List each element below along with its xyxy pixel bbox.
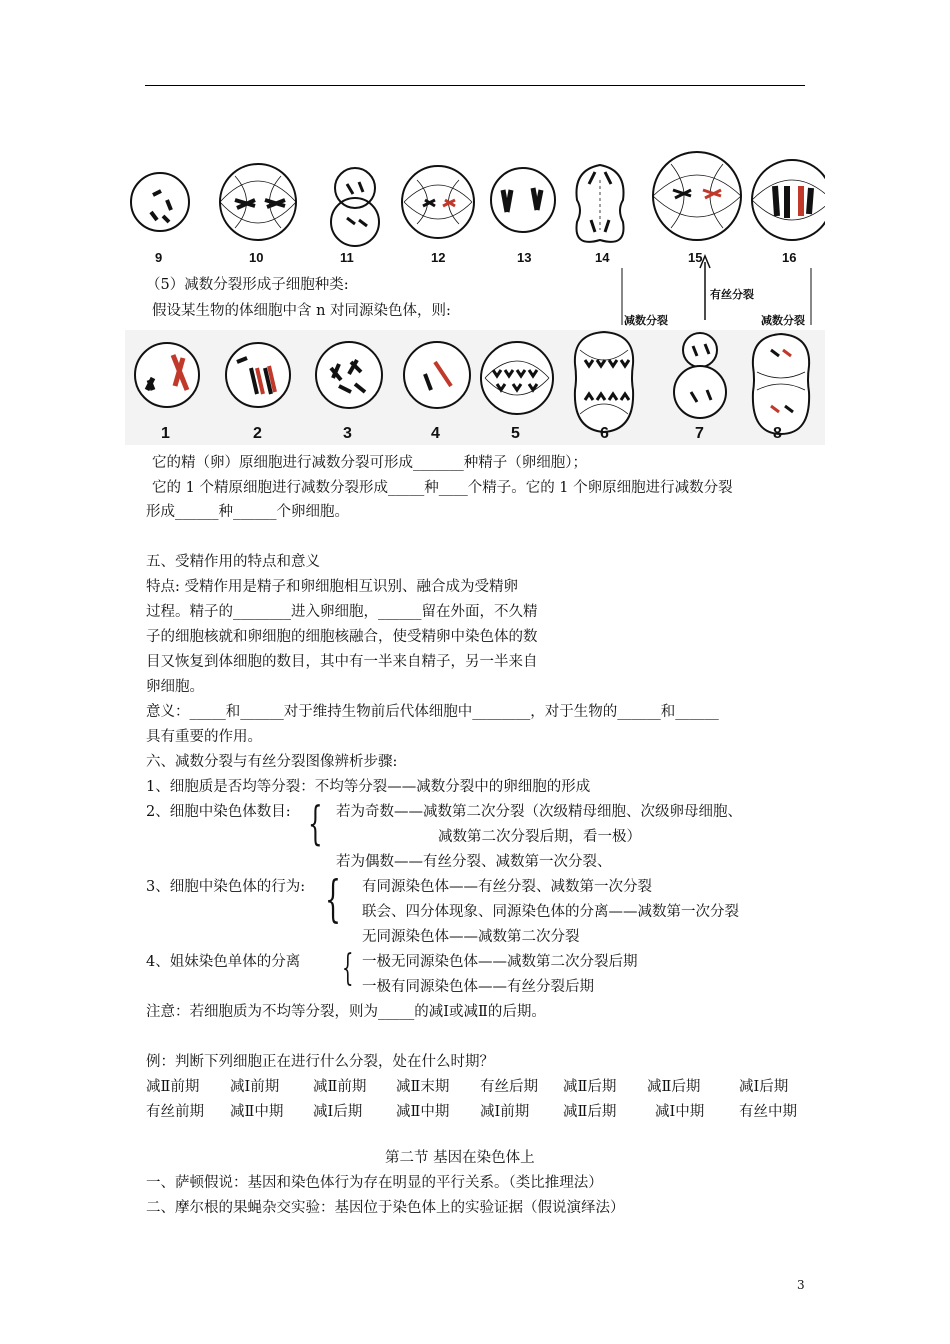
s6-step-3: 3、细胞中染色体的行为:	[146, 879, 306, 895]
cell-4	[404, 342, 470, 408]
l5-assume: 假设某生物的体细胞中含 n 对同源染色体，则:	[152, 303, 451, 319]
cell-label-4: 4	[431, 425, 440, 442]
cell-6	[575, 332, 633, 432]
section-6-title: 六、减数分裂与有丝分裂图像辨析步骤:	[146, 754, 398, 770]
s6-step-4: 4、姐妹染色单体的分离	[146, 954, 301, 970]
cell-label-3: 3	[343, 425, 352, 442]
answer-cell: 减Ⅱ中期	[396, 1104, 450, 1120]
answer-cell: 减Ⅰ后期	[313, 1104, 363, 1120]
section-5-title: 五、受精作用的特点和意义	[146, 554, 320, 570]
s6-step-2c: 若为偶数——有丝分裂、减数第一次分裂、	[336, 854, 612, 870]
cell-label-11: 11	[340, 250, 354, 265]
answer-cell: 减Ⅱ后期	[647, 1079, 701, 1095]
answer-cell: 减Ⅱ前期	[146, 1079, 200, 1095]
arrow-label-meiosis-left: 减数分裂	[624, 314, 668, 327]
answer-cell: 减Ⅱ末期	[396, 1079, 450, 1095]
para-b: 它的 1 个精原细胞进行减数分裂形成_____种____个精子。它的 1 个卵原细胞进行减数分裂	[152, 480, 733, 496]
answer-cell: 减Ⅱ后期	[563, 1079, 617, 1095]
answer-cell: 减Ⅰ前期	[480, 1104, 530, 1120]
answer-cell: 减Ⅱ中期	[230, 1104, 284, 1120]
answer-cell: 有丝后期	[480, 1079, 538, 1095]
cell-label-15: 15	[688, 250, 703, 265]
answer-cell: 减Ⅰ前期	[230, 1079, 280, 1095]
s5-line-5: 卵细胞。	[146, 679, 204, 695]
arrow-label-mitosis: 有丝分裂	[710, 288, 754, 301]
cell-label-16: 16	[782, 250, 797, 265]
s5-line-1: 特点: 受精作用是精子和卵细胞相互识别、融合成为受精卵	[146, 579, 518, 595]
cell-label-1: 1	[161, 425, 170, 442]
para-a: 它的精（卵）原细胞进行减数分裂可形成_______种精子（卵细胞）；	[152, 455, 587, 471]
brace-step-2: {	[308, 796, 323, 850]
s6-step-4b: 一极有同源染色体——有丝分裂后期	[362, 979, 594, 995]
s5-meaning: 意义：_____和______对于维持生物前后代体细胞中________，对于生物的______和______	[146, 704, 719, 720]
l5-title: （5）减数分裂形成子细胞种类:	[146, 277, 349, 293]
cell-9	[131, 173, 189, 231]
cell-label-10: 10	[249, 250, 264, 265]
answer-cell: 减Ⅱ后期	[563, 1104, 617, 1120]
arrow-label-meiosis-right: 减数分裂	[761, 314, 805, 327]
cell-14	[576, 165, 623, 242]
cell-label-5: 5	[511, 425, 520, 442]
header-rule	[145, 85, 805, 86]
cell-3	[316, 342, 382, 408]
cell-5	[481, 342, 553, 414]
answer-cell: 有丝中期	[739, 1104, 797, 1120]
sec2-line-2: 二、摩尔根的果蝇杂交实验：基因位于染色体上的实验证据（假说演绎法）	[146, 1200, 625, 1216]
s6-step-1: 1、细胞质是否均等分裂：不均等分裂——减数分裂中的卵细胞的形成	[146, 779, 591, 795]
s6-step-3b: 联会、四分体现象、同源染色体的分离——减数第一次分裂	[362, 904, 739, 920]
cell-label-6: 6	[600, 425, 609, 442]
s6-step-2b: 减数第二次分裂后期，看一极）	[438, 829, 641, 845]
answer-cell: 减Ⅱ前期	[313, 1079, 367, 1095]
bottom-cell-figure	[125, 330, 825, 445]
s5-meaning-2: 具有重要的作用。	[146, 729, 262, 745]
example-question: 例：判断下列细胞正在进行什么分裂，处在什么时期？	[146, 1054, 494, 1070]
cell-label-14: 14	[595, 250, 610, 265]
cell-12	[402, 166, 474, 238]
brace-step-3: {	[325, 870, 341, 928]
cell-1	[135, 343, 199, 407]
cell-label-12: 12	[431, 250, 446, 265]
sec2-line-1: 一、萨顿假说：基因和染色体行为存在明显的平行关系。（类比推理法）	[146, 1175, 603, 1191]
s6-step-3c: 无同源染色体——减数第二次分裂	[362, 929, 580, 945]
s5-line-3: 子的细胞核就和卵细胞的细胞核融合，使受精卵中染色体的数	[146, 629, 538, 645]
cell-label-13: 13	[517, 250, 532, 265]
s6-step-4a: 一极无同源染色体——减数第二次分裂后期	[362, 954, 638, 970]
s6-step-2: 2、细胞中染色体数目:	[146, 804, 291, 820]
section-2-title: 第二节 基因在染色体上	[385, 1150, 535, 1166]
cell-label-2: 2	[253, 425, 262, 442]
para-c: 形成______种______个卵细胞。	[146, 504, 349, 520]
page-number: 3	[797, 1278, 805, 1292]
cell-7	[683, 333, 717, 367]
s5-line-2: 过程。精子的________进入卵细胞，______留在外面，不久精	[146, 604, 538, 620]
s5-line-4: 目又恢复到体细胞的数目，其中有一半来自精子，另一半来自	[146, 654, 538, 670]
cell-label-9: 9	[155, 250, 163, 265]
answer-cell: 减Ⅰ中期	[655, 1104, 705, 1120]
cell-15	[653, 152, 741, 240]
cell-label-8: 8	[773, 425, 782, 442]
s6-step-2a: 若为奇数——减数第二次分裂（次级精母细胞、次级卵母细胞、	[336, 804, 742, 820]
answer-cell: 减Ⅰ后期	[739, 1079, 789, 1095]
answer-cell: 有丝前期	[146, 1104, 204, 1120]
note: 注意：若细胞质为不均等分裂，则为_____的减Ⅰ或减Ⅱ的后期。	[146, 1004, 546, 1020]
s6-step-3a: 有同源染色体——有丝分裂、减数第一次分裂	[362, 879, 652, 895]
cell-13	[491, 168, 555, 232]
brace-step-4: {	[342, 948, 354, 989]
cell-label-7: 7	[695, 425, 704, 442]
